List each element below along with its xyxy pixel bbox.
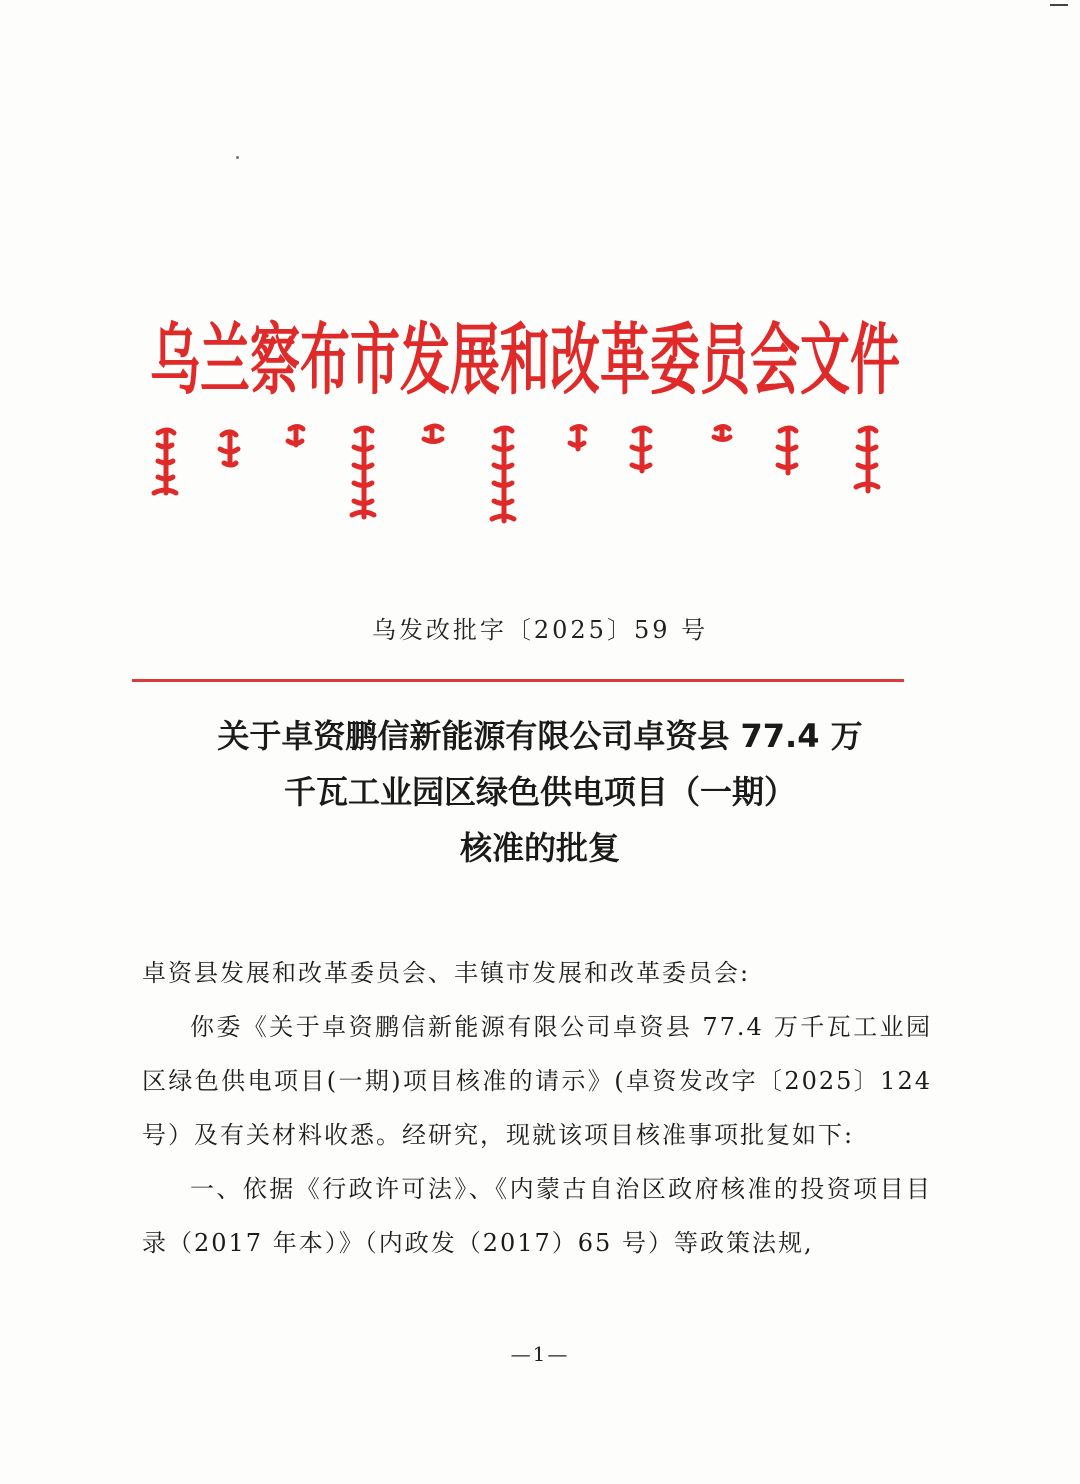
addressee: 卓资县发展和改革委员会、丰镇市发展和改革委员会:	[142, 959, 751, 987]
title-line-3: 核准的批复	[459, 829, 620, 867]
red-separator-rule	[132, 679, 904, 682]
title-line-1: 关于卓资鹏信新能源有限公司卓资县 77.4 万	[217, 717, 863, 755]
scan-speck	[236, 156, 239, 159]
title-line-2: 千瓦工业园区绿色供电项目（一期）	[283, 773, 796, 811]
document-number: 乌发改批字〔2025〕59 号	[371, 616, 709, 644]
issuing-organization-title: 乌兰察布市发展和改革委员会文件	[150, 315, 900, 405]
corner-mark	[1050, 4, 1068, 6]
page-number: —1—	[510, 1342, 570, 1366]
document-title	[90, 708, 990, 876]
document-body	[142, 946, 932, 1270]
mongolian-script-org-title	[140, 415, 910, 530]
body-paragraph-2: 一、依据《行政许可法》、《内蒙古自治区政府核准的投资项目目录（2017 年本）》（内政发（2017）65 号）等政策法规,	[142, 1175, 932, 1257]
body-paragraph-1: 你委《关于卓资鹏信新能源有限公司卓资县 77.4 万千瓦工业园区绿色供电项目(一期)项目核准的请示》(卓资发改字〔2025〕124 号）及有关材料收悉。经研究，现就该项目核准事项批复如下:	[142, 1013, 932, 1149]
